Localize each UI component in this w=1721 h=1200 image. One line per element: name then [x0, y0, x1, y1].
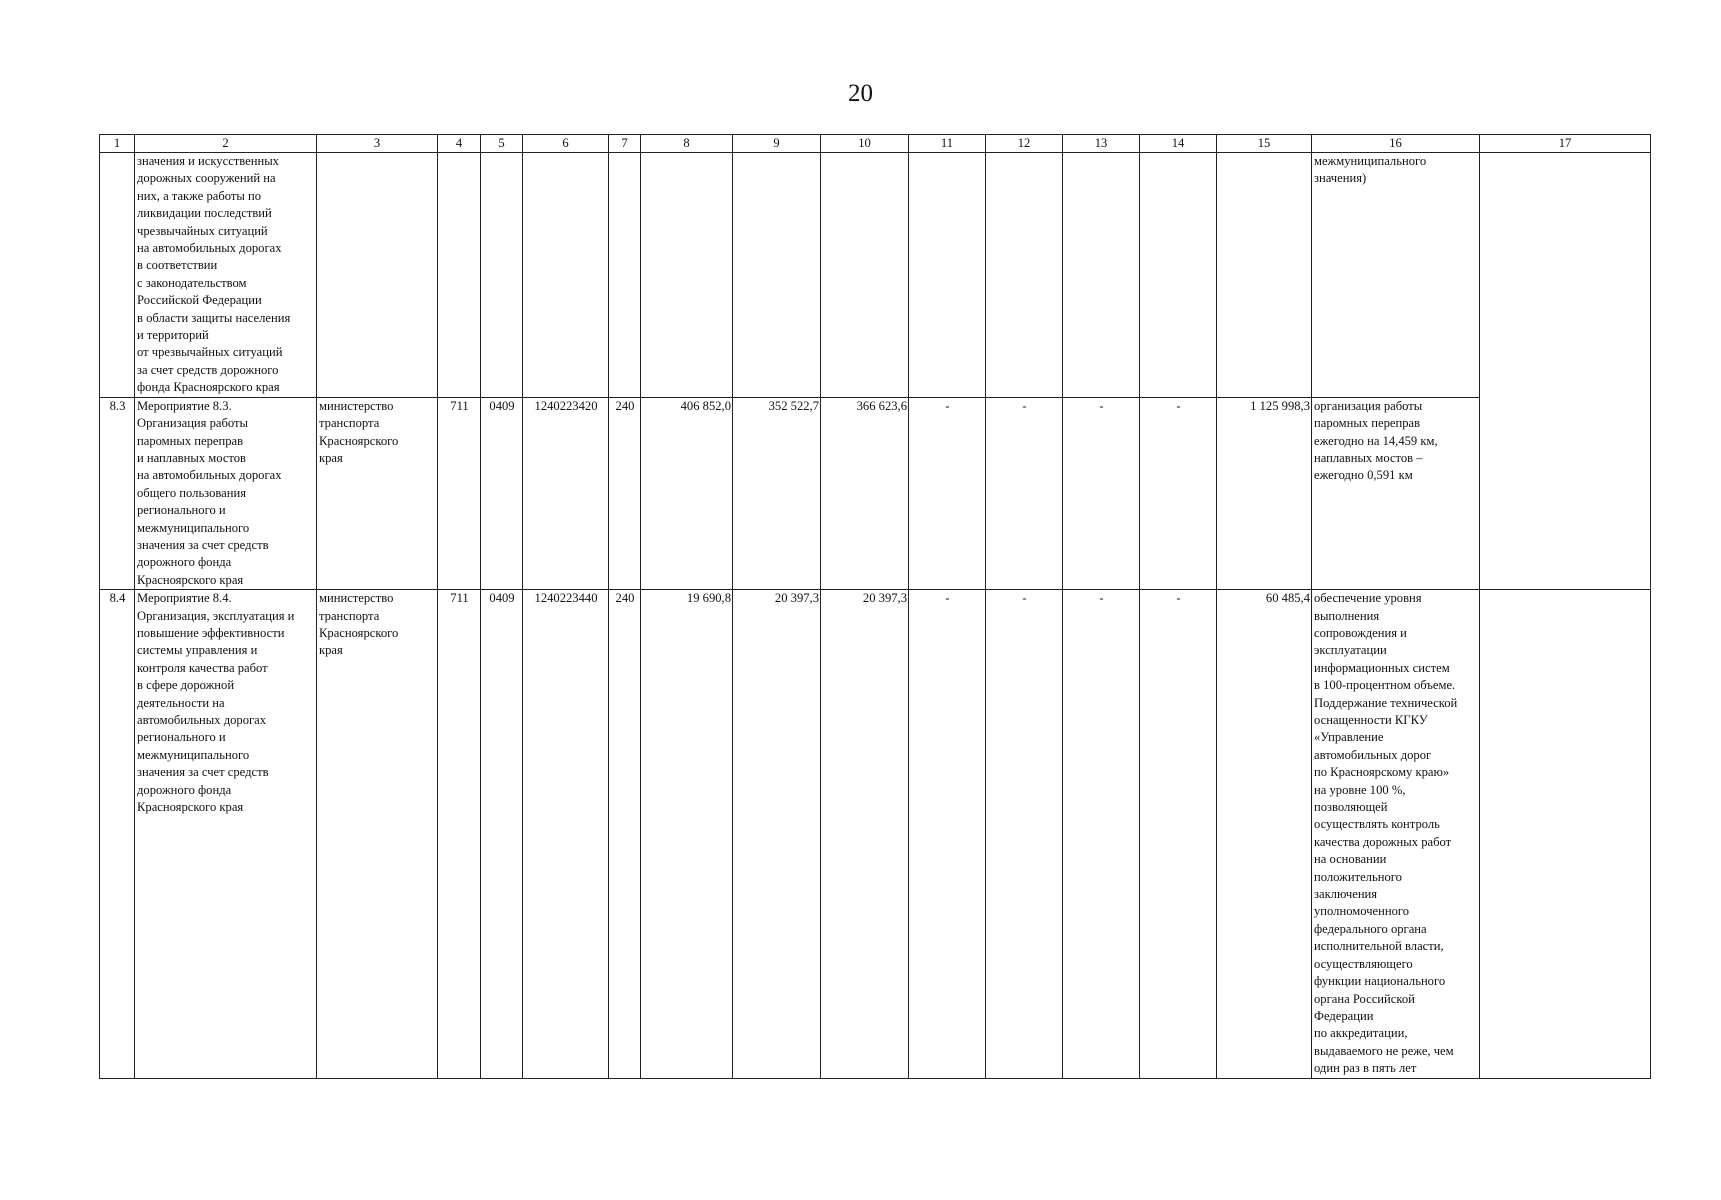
- column-header: 14: [1140, 135, 1217, 153]
- column-header: 12: [986, 135, 1063, 153]
- program-table: [99, 134, 1651, 1079]
- column-header: 2: [135, 135, 317, 153]
- section-code: [481, 153, 523, 398]
- amount-col-13: -: [1063, 397, 1140, 589]
- executor: министерство транспорта Красноярского края: [317, 590, 438, 1078]
- column-header: 15: [1217, 135, 1312, 153]
- expense-type-code: 240: [609, 590, 641, 1078]
- column-header: 9: [733, 135, 821, 153]
- row-number: 8.4: [100, 590, 135, 1078]
- column-header: 10: [821, 135, 909, 153]
- section-code: 0409: [481, 590, 523, 1078]
- amount-col-10: 366 623,6: [821, 397, 909, 589]
- total-amount: 1 125 998,3: [1217, 397, 1312, 589]
- section-code: 0409: [481, 397, 523, 589]
- column-header: 17: [1480, 135, 1651, 153]
- amount-col-12: -: [986, 397, 1063, 589]
- total-amount: [1217, 153, 1312, 398]
- grbs-code: 711: [438, 397, 481, 589]
- column-header: 4: [438, 135, 481, 153]
- amount-col-9: [733, 153, 821, 398]
- measure-description: Мероприятие 8.4. Организация, эксплуатация и повышение эффективности системы управления и контроля качества работ в сфере дорожной деятельности на автомобильных дорогах регионального и межмуниципального значения за счет средств дорожного фонда Красноярского края: [135, 590, 317, 1078]
- measure-description: Мероприятие 8.3. Организация работы паромных переправ и наплавных мостов на автомобильных дорогах общего пользования регионального и межмуниципального значения за счет средств дорожного фонда Красноярского края: [135, 397, 317, 589]
- amount-col-14: -: [1140, 397, 1217, 589]
- target-article-code: [523, 153, 609, 398]
- expected-result: обеспечение уровня выполнения сопровождения и эксплуатации информационных систем в 100-процентном объеме. Поддержание технической оснащенности КГКУ «Управление автомобильных дорог по Красноярскому краю» на уровне 100 %, позволяющей осуществлять контроль качества дорожных работ на основании положительного заключения уполномоченного федерального органа исполнительной власти, осуществляющего функции национального органа Российской Федерации по аккредитации, выдаваемого не реже, чем один раз в пять лет: [1312, 590, 1480, 1078]
- column-header: 7: [609, 135, 641, 153]
- amount-col-12: [986, 153, 1063, 398]
- column-header: 5: [481, 135, 523, 153]
- column-header: 6: [523, 135, 609, 153]
- expected-result: межмуниципального значения): [1312, 153, 1480, 398]
- column-header: 3: [317, 135, 438, 153]
- target-article-code: 1240223420: [523, 397, 609, 589]
- amount-col-11: [909, 153, 986, 398]
- column-header: 1: [100, 135, 135, 153]
- column-header: 11: [909, 135, 986, 153]
- column-17-cell: [1480, 153, 1651, 590]
- amount-col-13: [1063, 153, 1140, 398]
- amount-col-8: 19 690,8: [641, 590, 733, 1078]
- amount-col-10: 20 397,3: [821, 590, 909, 1078]
- grbs-code: [438, 153, 481, 398]
- amount-col-12: -: [986, 590, 1063, 1078]
- grbs-code: 711: [438, 590, 481, 1078]
- page-number: 20: [848, 80, 873, 107]
- column-header: 8: [641, 135, 733, 153]
- column-17-cell: [1480, 590, 1651, 1078]
- amount-col-8: [641, 153, 733, 398]
- expense-type-code: 240: [609, 397, 641, 589]
- row-number: 8.3: [100, 397, 135, 589]
- column-number-row: [100, 135, 1651, 153]
- amount-col-13: -: [1063, 590, 1140, 1078]
- executor: [317, 153, 438, 398]
- row-number: [100, 153, 135, 398]
- amount-col-9: 352 522,7: [733, 397, 821, 589]
- total-amount: 60 485,4: [1217, 590, 1312, 1078]
- amount-col-11: -: [909, 590, 986, 1078]
- amount-col-9: 20 397,3: [733, 590, 821, 1078]
- amount-col-10: [821, 153, 909, 398]
- target-article-code: 1240223440: [523, 590, 609, 1078]
- expense-type-code: [609, 153, 641, 398]
- column-header: 13: [1063, 135, 1140, 153]
- amount-col-14: [1140, 153, 1217, 398]
- measure-description: значения и искусственных дорожных сооружений на них, а также работы по ликвидации последствий чрезвычайных ситуаций на автомобильных дорогах в соответствии с законодательством Российской Федерации в области защиты населения и территорий от чрезвычайных ситуаций за счет средств дорожного фонда Красноярского края: [135, 153, 317, 398]
- amount-col-11: -: [909, 397, 986, 589]
- table-row: [100, 397, 1651, 589]
- expected-result: организация работы паромных переправ ежегодно на 14,459 км, наплавных мостов – ежегодно 0,591 км: [1312, 397, 1480, 589]
- amount-col-8: 406 852,0: [641, 397, 733, 589]
- executor: министерство транспорта Красноярского края: [317, 397, 438, 589]
- amount-col-14: -: [1140, 590, 1217, 1078]
- table-row: [100, 590, 1651, 1078]
- table-row: [100, 153, 1651, 398]
- column-header: 16: [1312, 135, 1480, 153]
